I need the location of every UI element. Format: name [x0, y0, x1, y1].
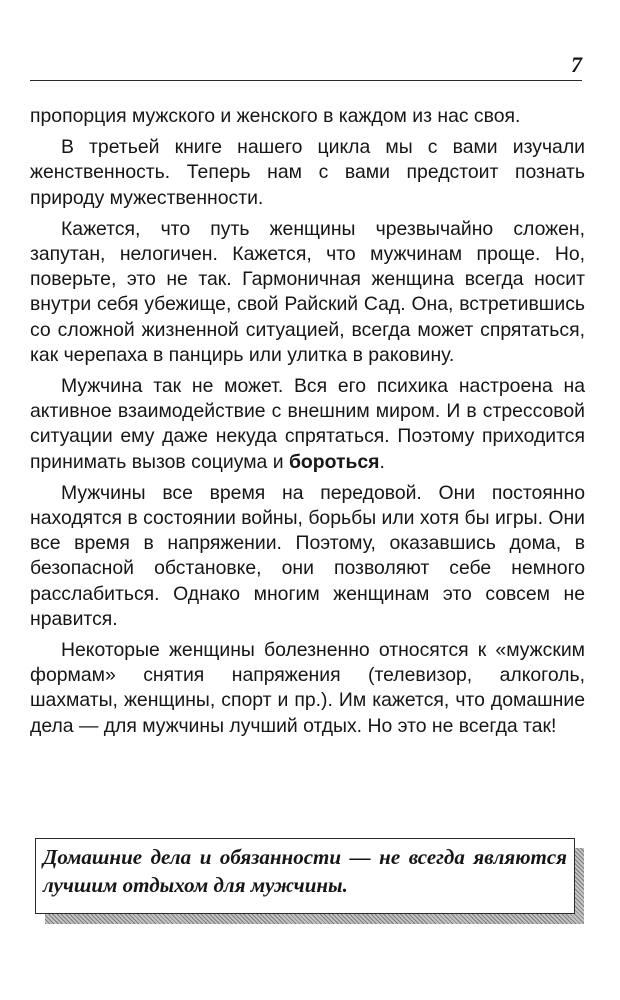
paragraph-2: В третьей книге нашего цикла мы с вами изучали женственность. Теперь нам с вами предстоит познать природу мужественности.	[30, 136, 585, 209]
header-rule	[30, 80, 582, 81]
body-text	[30, 104, 585, 745]
emphasis-word: бороться	[288, 450, 380, 473]
callout-text: Домашние дела и обязанности — не всегда являются лучшим отдыхом для мужчины.	[43, 845, 567, 897]
callout-frame	[35, 838, 575, 914]
paragraph-3: Кажется, что путь женщины чрезвычайно сложен, запутан, нелогичен. Кажется, что мужчинам проще. Но, поверьте, это не так. Гармоничная женщина всегда носит внутри себя убежище, свой Райский Сад. Она, встретившись со сложной жизненной ситуацией, всегда может спрятаться, как черепаха в панцирь или улитка в раковину.	[30, 217, 585, 366]
paragraph-6: Некоторые женщины болезненно относятся к «мужским формам» снятия напряжения (телевизор, алкоголь, шахматы, женщины, спорт и пр.). Им кажется, что домашние дела — для мужчины лучший отдых. Но это не всегда так!	[30, 639, 585, 737]
paragraph-4-text: Мужчина так не может. Вся его психика настроена на активное взаимодействие с внешним миром. И в стрессовой ситуации ему даже некуда спрятаться. Поэтому приходится принимать вызов социума и	[30, 375, 585, 473]
paragraph-4-end: .	[379, 450, 385, 473]
paragraph-5: Мужчины все время на передовой. Они постоянно находятся в состоянии войны, борьбы или хотя бы игры. Они все время в напряжении. Поэтому, оказавшись дома, в безопасной обстановке, они позволяют себе немного расслабиться. Однако многим женщинам это совсем не нравится.	[30, 481, 585, 630]
paragraph-1: пропорция мужского и женского в каждом из нас своя.	[30, 105, 521, 127]
paragraph-4	[30, 374, 585, 475]
callout-box	[35, 838, 584, 924]
page-number: 7	[571, 52, 582, 77]
